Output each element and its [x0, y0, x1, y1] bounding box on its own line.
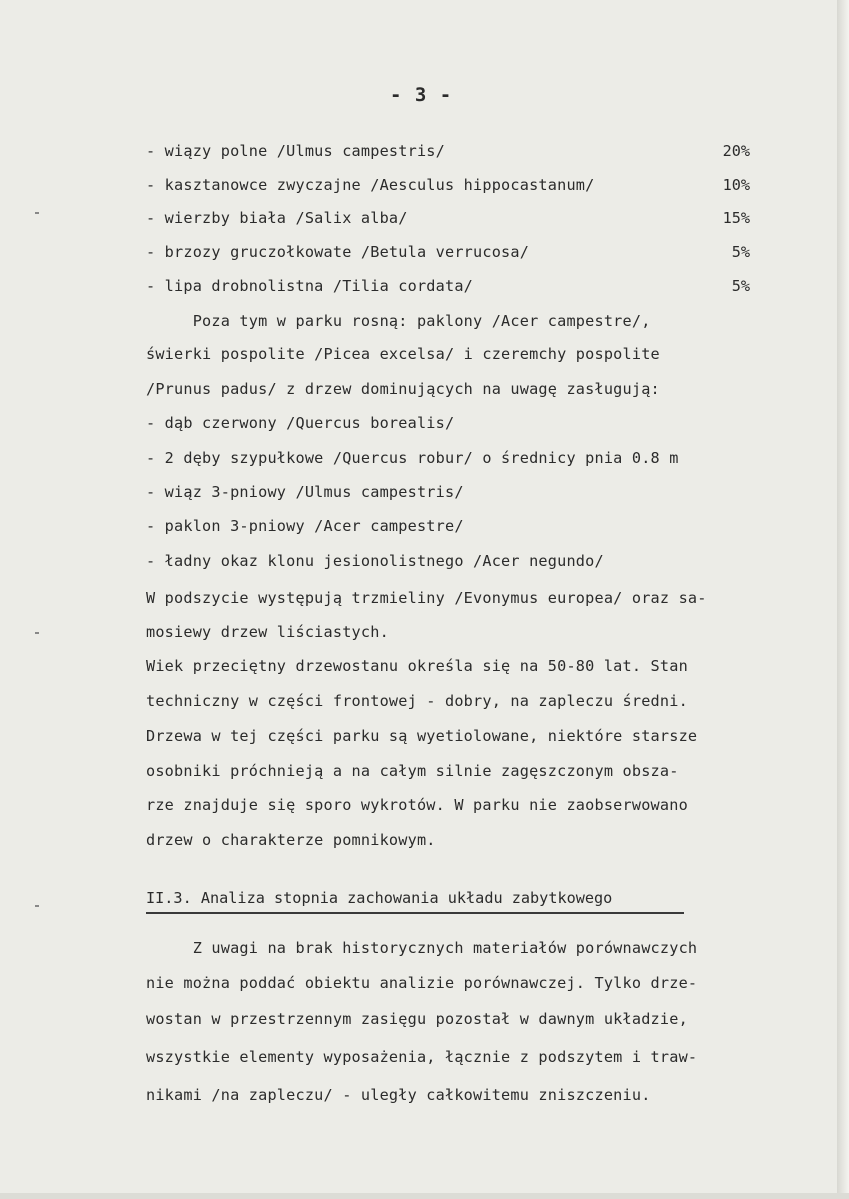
- text-line: rze znajduje się sporo wykrotów. W parku nie zaobserwowano: [146, 796, 688, 814]
- species-percent: 10%: [722, 176, 750, 194]
- species-line: - kasztanowce zwyczajne /Aesculus hippocastanum/: [146, 176, 595, 194]
- text-line: Wiek przeciętny drzewostanu określa się na 50-80 lat. Stan: [146, 657, 688, 675]
- page-number: - 3 -: [390, 84, 453, 106]
- text-line: mosiewy drzew liściastych.: [146, 623, 389, 641]
- text-line: - ładny okaz klonu jesionolistnego /Acer negundo/: [146, 552, 604, 570]
- text-line: W podszycie występują trzmieliny /Evonymus europea/ oraz sa-: [146, 589, 707, 607]
- species-percent: 15%: [722, 209, 750, 227]
- text-line: - 2 dęby szypułkowe /Quercus robur/ o średnicy pnia 0.8 m: [146, 449, 679, 467]
- text-line: - dąb czerwony /Quercus borealis/: [146, 414, 455, 432]
- species-line: - wierzby biała /Salix alba/: [146, 209, 408, 227]
- species-line: - lipa drobnolistna /Tilia cordata/: [146, 277, 474, 295]
- species-line: - brzozy gruczołkowate /Betula verrucosa/: [146, 243, 530, 261]
- heading-underline: [146, 912, 684, 914]
- text-line: techniczny w części frontowej - dobry, na zapleczu średni.: [146, 692, 688, 710]
- text-line: /Prunus padus/ z drzew dominujących na uwagę zasługują:: [146, 380, 660, 398]
- text-line: Poza tym w parku rosną: paklony /Acer campestre/,: [146, 312, 651, 330]
- text-line: nikami /na zapleczu/ - uległy całkowitemu zniszczeniu.: [146, 1086, 651, 1104]
- text-line: wostan w przestrzennym zasięgu pozostał w dawnym układzie,: [146, 1010, 688, 1028]
- text-line: nie można poddać obiektu analizie porównawczej. Tylko drze-: [146, 974, 698, 992]
- species-percent: 5%: [731, 277, 750, 295]
- text-line: Drzewa w tej części parku są wyetiolowane, niektóre starsze: [146, 727, 698, 745]
- text-line: - paklon 3-pniowy /Acer campestre/: [146, 517, 464, 535]
- page-edge-bottom: [0, 1193, 849, 1199]
- species-percent: 20%: [722, 142, 750, 160]
- species-percent: 5%: [731, 243, 750, 261]
- page-edge-right: [837, 0, 849, 1199]
- text-line: drzew o charakterze pomnikowym.: [146, 831, 436, 849]
- margin-mark: [35, 212, 39, 214]
- text-line: Z uwagi na brak historycznych materiałów porównawczych: [146, 939, 698, 957]
- margin-mark: [35, 905, 39, 907]
- margin-mark: [35, 632, 39, 634]
- text-line: - wiąz 3-pniowy /Ulmus campestris/: [146, 483, 464, 501]
- section-heading: II.3. Analiza stopnia zachowania układu zabytkowego: [146, 889, 613, 907]
- text-line: świerki pospolite /Picea excelsa/ i czeremchy pospolite: [146, 345, 660, 363]
- species-line: - wiązy polne /Ulmus campestris/: [146, 142, 445, 160]
- text-line: osobniki próchnieją a na całym silnie zagęszczonym obsza-: [146, 762, 679, 780]
- text-line: wszystkie elementy wyposażenia, łącznie z podszytem i traw-: [146, 1048, 698, 1066]
